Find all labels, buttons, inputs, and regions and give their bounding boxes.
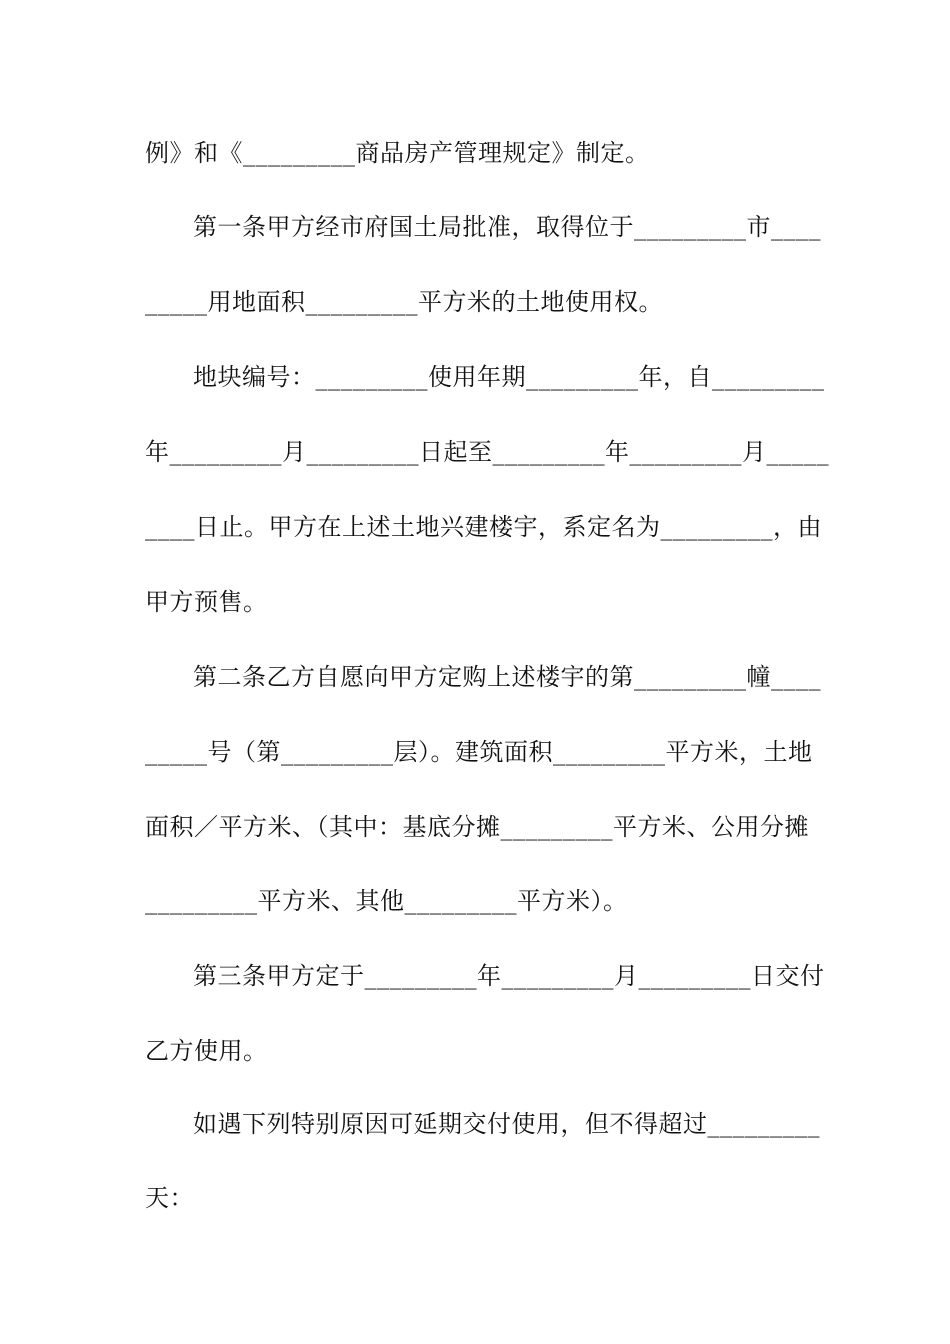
text-line: _____号（第_________层）。建筑面积_________平方米，土地: [145, 738, 813, 766]
text-line: 地块编号：_________使用年期_________年，自_________: [193, 363, 825, 391]
text-line: 第一条甲方经市府国土局批准，取得位于_________市____: [193, 213, 821, 241]
text-line: 如遇下列特别原因可延期交付使用，但不得超过_________: [193, 1110, 820, 1138]
text-line: 面积／平方米、（其中：基底分摊_________平方米、公用分摊: [145, 813, 809, 841]
text-line: 第三条甲方定于_________年_________月_________日交付: [193, 962, 825, 990]
text-line: 天：: [145, 1184, 194, 1212]
text-line: 例》和《_________商品房产管理规定》制定。: [145, 139, 650, 167]
text-line: ____日止。甲方在上述土地兴建楼宇，系定名为_________，由: [145, 513, 822, 541]
text-line: _____用地面积_________平方米的土地使用权。: [145, 288, 663, 316]
text-line: 甲方预售。: [145, 588, 268, 616]
text-line: 乙方使用。: [145, 1037, 268, 1065]
text-line: 年_________月_________日起至_________年_________月_____: [145, 438, 829, 466]
text-line: _________平方米、其他_________平方米）。: [145, 887, 628, 915]
text-line: 第二条乙方自愿向甲方定购上述楼宇的第_________幢____: [193, 663, 821, 691]
